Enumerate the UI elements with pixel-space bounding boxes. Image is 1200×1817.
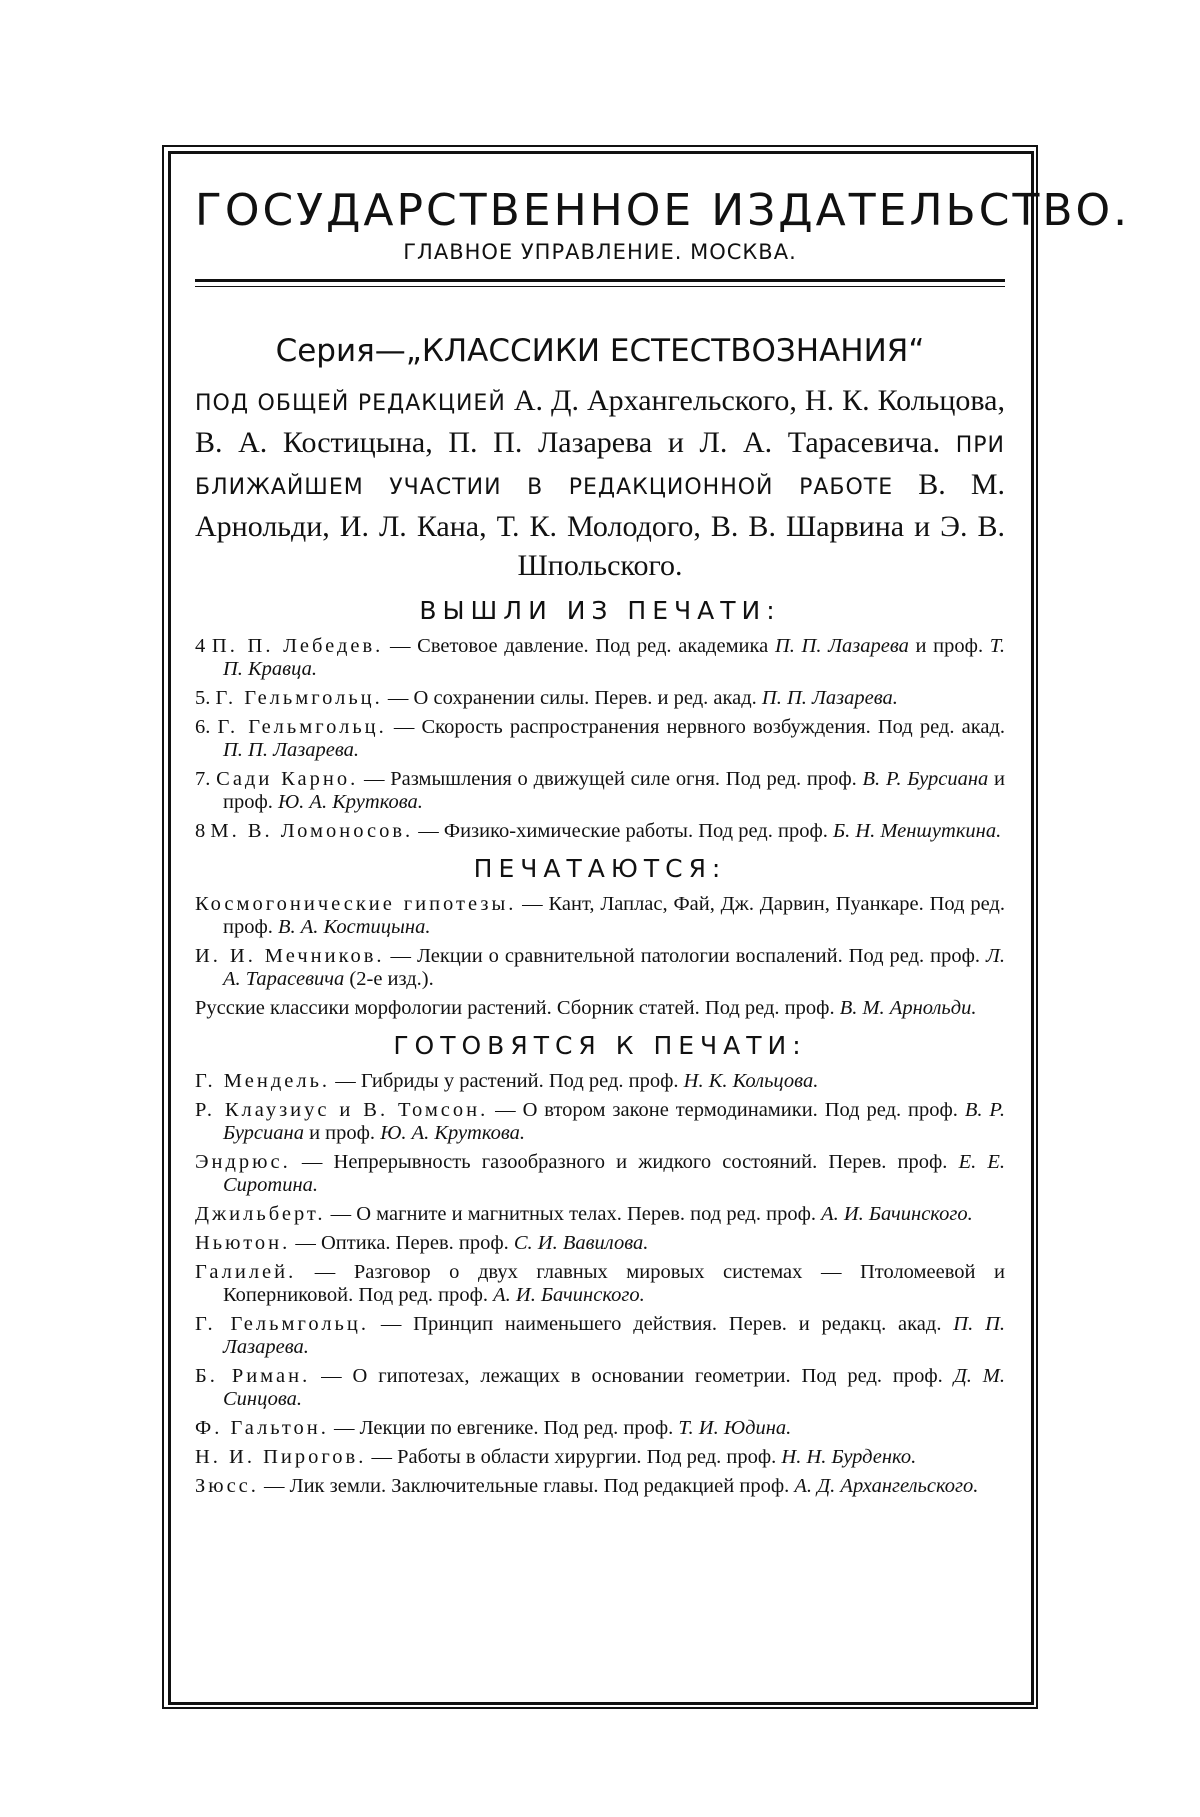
editors-names: А. Д. Архангельского, Н. К. Кольцова, В. А. Костицына, П. П. Лазарева и Л. А. Тарасевича. xyxy=(195,384,1005,459)
list-item: Г. Мендель. — Гибриды у растений. Под ред. проф. Н. К. Кольцова. xyxy=(195,1070,1005,1093)
series-title: Серия—„КЛАССИКИ ЕСТЕСТВОЗНАНИЯ“ xyxy=(195,331,1005,371)
published-list xyxy=(195,635,1005,843)
printing-heading: ПЕЧАТАЮТСЯ: xyxy=(195,853,1005,885)
list-item: 8 М. В. Ломоносов. — Физико-химические работы. Под ред. проф. Б. Н. Меншуткина. xyxy=(195,820,1005,843)
list-item: Б. Риман. — О гипотезах, лежащих в основании геометрии. Под ред. проф. Д. М. Синцова. xyxy=(195,1365,1005,1411)
series-editors xyxy=(195,381,1005,585)
editors-caption: ПОД ОБЩЕЙ РЕДАКЦИЕЙ xyxy=(195,391,506,416)
list-item: И. И. Мечников. — Лекции о сравнительной патологии воспалений. Под ред. проф. Л. А. Тарасевича (2-е изд.). xyxy=(195,945,1005,991)
preparing-list xyxy=(195,1070,1005,1498)
printing-list xyxy=(195,893,1005,1020)
list-item: 6. Г. Гельмгольц. — Скорость распространения нервного возбуждения. Под ред. акад. П. П. Лазарева. xyxy=(195,716,1005,762)
list-item: Галилей. — Разговор о двух главных мировых системах — Птоломеевой и Коперниковой. Под ред. проф. А. И. Бачинского. xyxy=(195,1261,1005,1307)
list-item: 7. Сади Карно. — Размышления о движущей силе огня. Под ред. проф. В. Р. Бурсиана и проф. Ю. А. Круткова. xyxy=(195,768,1005,814)
list-item: Н. И. Пирогов. — Работы в области хирургии. Под ред. проф. Н. Н. Бурденко. xyxy=(195,1446,1005,1469)
participation-names: В. М. Арнольди, И. Л. Кана, Т. К. Молодого, В. В. Шарвина и Э. В. Шпольского. xyxy=(195,468,1005,582)
list-item: Р. Клаузиус и В. Томсон. — О втором законе термодинамики. Под ред. проф. В. Р. Бурсиана и проф. Ю. А. Круткова. xyxy=(195,1099,1005,1145)
list-item: Зюсс. — Лик земли. Заключительные главы. Под редакцией проф. А. Д. Архангельского. xyxy=(195,1475,1005,1498)
list-item: Г. Гельмгольц. — Принцип наименьшего действия. Перев. и редакц. акад. П. П. Лазарева. xyxy=(195,1313,1005,1359)
list-item: Эндрюс. — Непрерывность газообразного и жидкого состояний. Перев. проф. Е. Е. Сиротина. xyxy=(195,1151,1005,1197)
preparing-heading: ГОТОВЯТСЯ К ПЕЧАТИ: xyxy=(195,1030,1005,1062)
list-item: Ф. Гальтон. — Лекции по евгенике. Под ред. проф. Т. И. Юдина. xyxy=(195,1417,1005,1440)
list-item: 5. Г. Гельмгольц. — О сохранении силы. Перев. и ред. акад. П. П. Лазарева. xyxy=(195,687,1005,710)
header-rule-thin xyxy=(195,286,1005,287)
participation-caption: ПРИ БЛИЖАЙШЕМ УЧАСТИИ В РЕДАКЦИОННОЙ РАБОТЕ xyxy=(195,433,1005,500)
list-item: Ньютон. — Оптика. Перев. проф. С. И. Вавилова. xyxy=(195,1232,1005,1255)
page-content xyxy=(195,185,1005,1504)
header-rule xyxy=(195,279,1005,282)
list-item: Джильберт. — О магните и магнитных телах. Перев. под ред. проф. А. И. Бачинского. xyxy=(195,1203,1005,1226)
list-item: Космогонические гипотезы. — Кант, Лаплас, Фай, Дж. Дарвин, Пуанкаре. Под ред. проф. В. А. Костицына. xyxy=(195,893,1005,939)
list-item: Русские классики морфологии растений. Сборник статей. Под ред. проф. В. М. Арнольди. xyxy=(195,997,1005,1020)
list-item: 4 П. П. Лебедев. — Световое давление. Под ред. академика П. П. Лазарева и проф. Т. П. Кравца. xyxy=(195,635,1005,681)
publisher-subtitle: ГЛАВНОЕ УПРАВЛЕНИЕ. МОСКВА. xyxy=(195,239,1005,265)
publisher-title: ГОСУДАРСТВЕННОЕ ИЗДАТЕЛЬСТВО. xyxy=(195,185,1005,237)
published-heading: ВЫШЛИ ИЗ ПЕЧАТИ: xyxy=(195,595,1005,627)
